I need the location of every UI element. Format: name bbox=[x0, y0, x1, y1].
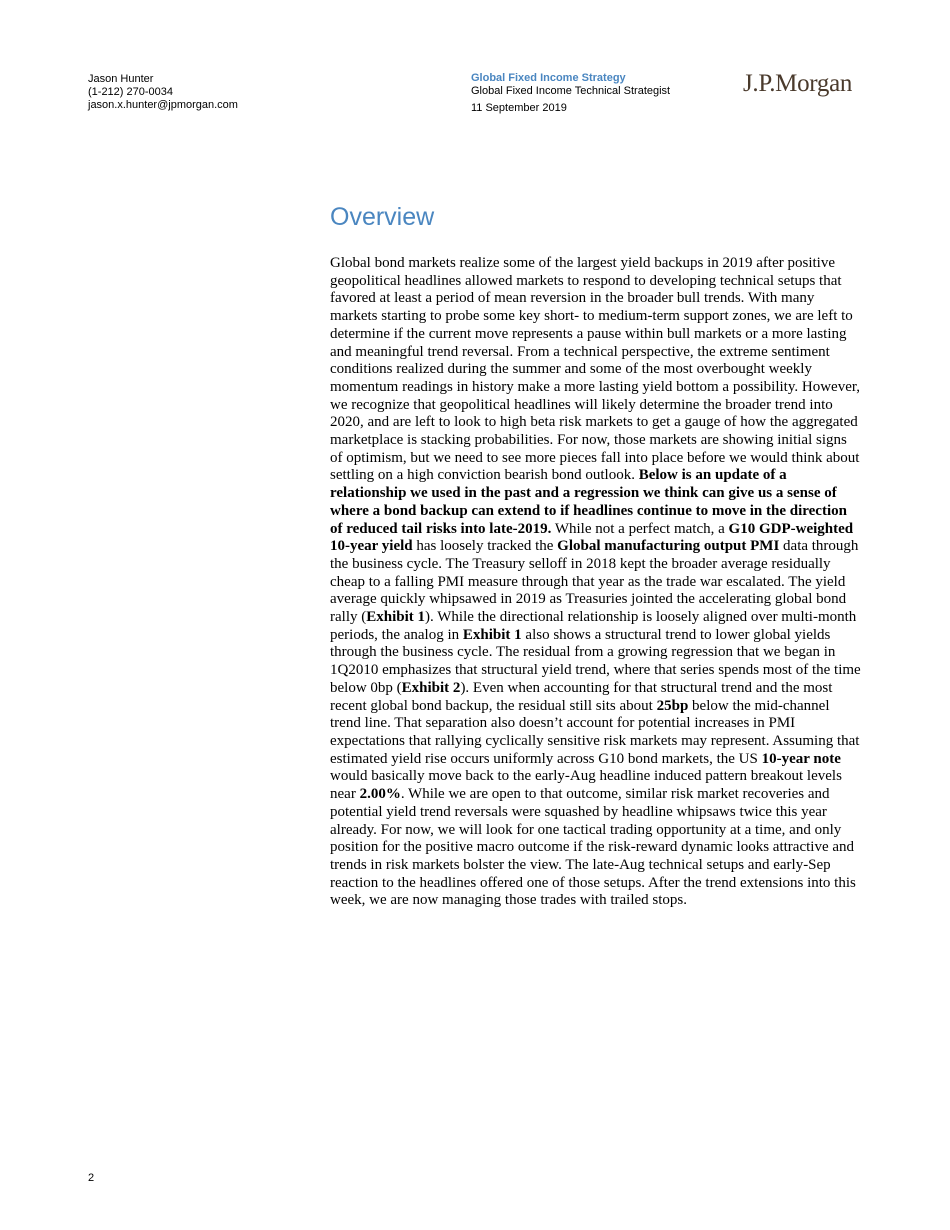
author-email[interactable]: jason.x.hunter@jpmorgan.com bbox=[88, 99, 238, 111]
body-text-run: While not a perfect match, a bbox=[551, 520, 729, 537]
series-title: Global Fixed Income Strategy bbox=[471, 72, 626, 84]
body-bold-run: Exhibit 2 bbox=[401, 679, 461, 696]
body-paragraph bbox=[330, 255, 863, 910]
body-text-run: also shows a structural trend to lower global yields through the business cycle. The residual from a growing regression that we began in 1Q2010 emphasizes that structural yield trend, where that series spends most of the time below 0bp ( bbox=[330, 626, 861, 696]
body-bold-run: G10 GDP-weighted 10-year yield bbox=[330, 520, 854, 555]
body-bold-run: 25bp bbox=[656, 697, 689, 714]
author-block bbox=[88, 73, 238, 112]
body-bold-run: Exhibit 1 bbox=[462, 626, 522, 643]
publication-date: 11 September 2019 bbox=[471, 102, 567, 114]
author-phone: (1-212) 270-0034 bbox=[88, 86, 174, 98]
body-bold-run: 10-year note bbox=[761, 750, 841, 767]
jpmorgan-logo: J.P.Morgan bbox=[743, 70, 853, 97]
body-bold-run: Exhibit 1 bbox=[366, 609, 426, 626]
page-number: 2 bbox=[88, 1172, 95, 1184]
section-heading: Overview bbox=[330, 203, 435, 231]
body-bold-run: Below is an update of a relationship we used in the past and a regression we think can give us a sense of where a bond backup can extend to if headlines continue to move in the direction of reduced tail risks into late-2019. bbox=[330, 467, 847, 537]
body-bold-run: 2.00% bbox=[359, 786, 401, 803]
series-block bbox=[471, 72, 670, 115]
body-text-run: ). Even when accounting for that structural trend and the most recent global bond backup, the residual still sits about bbox=[330, 679, 833, 714]
body-text-run: Global bond markets realize some of the largest yield backups in 2019 after positive geopolitical headlines allowed markets to respond to developing technical setups that favored at least a period of mean reversion in the broader bull trends. With many markets starting to probe some key short- to medium-term support zones, we are left to determine if the current move represents a pause within bull markets or a more lasting and meaningful trend reversal. From a technical perspective, the extreme sentiment conditions realized during the summer and some of the most overbought weekly momentum readings in history make a more lasting yield bottom a possibility. However, we recognize that geopolitical headlines will likely determine the broader trend into 2020, and are left to look to high beta risk markets to get a gauge of how the aggregated marketplace is stacking probabilities. For now, those markets are showing initial signs of optimism, but we need to see more pieces fall into place before we would think about settling on a high conviction bearish bond outlook. bbox=[330, 255, 861, 484]
body-text-run: would basically move back to the early-Aug headline induced pattern breakout levels near bbox=[330, 768, 842, 803]
body-bold-run: Global manufacturing output PMI bbox=[557, 538, 780, 555]
body-text-run: data through the business cycle. The Treasury selloff in 2018 kept the broader average residually cheap to a falling PMI measure through that year as the trade war escalated. The yield average quickly whipsawed in 2019 as Treasuries jointed the accelerating global bond rally ( bbox=[330, 538, 859, 626]
body-text-run: ). While the directional relationship is loosely aligned over multi-month periods, the analog in bbox=[330, 609, 857, 643]
body-text-run: . While we are open to that outcome, similar risk market recoveries and potential yield trend reversals were squashed by headline whipsaws twice this year already. For now, we will look for one tactical trading opportunity at a time, and only position for the positive macro outcome if the risk-reward dynamic looks attractive and trends in risk markets bolster the view. The late-Aug technical setups and early-Sep reaction to the headlines offered one of those setups. After the trend extensions into this week, we are now managing those trades with trailed stops. bbox=[330, 786, 856, 909]
series-subtitle: Global Fixed Income Technical Strategist bbox=[471, 85, 671, 97]
body-text-run: below the mid-channel trend line. That separation also doesn’t account for potential increases in PMI expectations that rallying cyclically sensitive risk markets may represent. Assuming that estimated yield rise occurs uniformly across G10 bond markets, the US bbox=[330, 697, 860, 767]
body-text-run: has loosely tracked the bbox=[412, 538, 558, 555]
author-name: Jason Hunter bbox=[88, 73, 154, 85]
